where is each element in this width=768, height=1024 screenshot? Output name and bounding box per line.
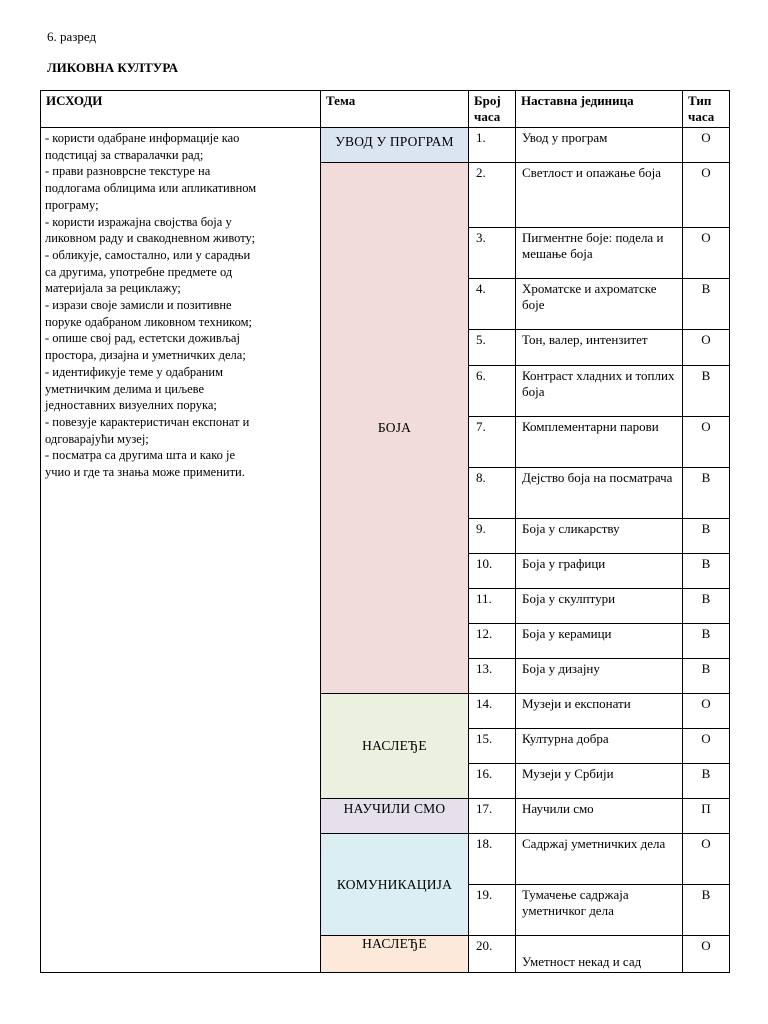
row-unit: Контраст хладних и топлих боја bbox=[516, 366, 683, 417]
outcome-line: - опише свој рад, естетски доживљај bbox=[45, 331, 240, 346]
theme-naucili: НАУЧИЛИ СМО bbox=[321, 799, 469, 834]
outcome-line: простора, дизајна и уметничких дела; bbox=[45, 348, 246, 363]
outcome-line: - повезује карактеристичан експонат и bbox=[45, 414, 250, 429]
row-type: О bbox=[683, 694, 730, 729]
theme-uvod: УВОД У ПРОГРАМ bbox=[321, 128, 469, 163]
row-unit: Боја у сликарству bbox=[516, 519, 683, 554]
outcome-line: учио и где та знања може применити. bbox=[45, 465, 245, 480]
row-type: В bbox=[683, 279, 730, 330]
row-unit: Дејство боја на посматрача bbox=[516, 468, 683, 519]
outcome-line: - изрази своје замисли и позитивне bbox=[45, 298, 232, 313]
row-number: 13. bbox=[469, 659, 516, 694]
row-unit: Боја у графици bbox=[516, 554, 683, 589]
row-type: П bbox=[683, 799, 730, 834]
outcome-line: одговарајући музеј; bbox=[45, 431, 149, 446]
outcome-line: ликовном раду и свакодневном животу; bbox=[45, 231, 256, 246]
outcome-line: поруке одабраном ликовном техником; bbox=[45, 314, 252, 329]
row-type: О bbox=[683, 729, 730, 764]
row-type: В bbox=[683, 468, 730, 519]
row-unit: Боја у скулптури bbox=[516, 589, 683, 624]
row-type: О bbox=[683, 330, 730, 366]
row-type: О bbox=[683, 128, 730, 163]
row-type: О bbox=[683, 936, 730, 973]
row-unit: Боја у дизајну bbox=[516, 659, 683, 694]
outcome-line: - посматра са другима шта и како је bbox=[45, 448, 236, 463]
row-number: 6. bbox=[469, 366, 516, 417]
row-unit: Боја у керамици bbox=[516, 624, 683, 659]
header-type bbox=[683, 91, 730, 128]
row-number: 9. bbox=[469, 519, 516, 554]
header-type-line1: Тип bbox=[688, 93, 712, 108]
theme-boja: БОЈА bbox=[321, 163, 469, 694]
row-number: 5. bbox=[469, 330, 516, 366]
header-theme: Тема bbox=[321, 91, 469, 128]
row-number: 7. bbox=[469, 417, 516, 468]
outcome-line: - обликује, самостално, или у сарадњи bbox=[45, 247, 251, 262]
row-unit: Музеји у Србији bbox=[516, 764, 683, 799]
row-number: 19. bbox=[469, 885, 516, 936]
row-number: 20. bbox=[469, 936, 516, 973]
row-type: О bbox=[683, 163, 730, 228]
row-number: 4. bbox=[469, 279, 516, 330]
row-unit: Културна добра bbox=[516, 729, 683, 764]
row-type: В bbox=[683, 366, 730, 417]
header-unit: Наставна јединица bbox=[516, 91, 683, 128]
row-type: В bbox=[683, 659, 730, 694]
row-type: В bbox=[683, 624, 730, 659]
row-number: 2. bbox=[469, 163, 516, 228]
row-type: В bbox=[683, 519, 730, 554]
row-unit-text: Уметност некад и сад bbox=[522, 954, 642, 969]
theme-nasledje: НАСЛЕЂЕ bbox=[321, 694, 469, 799]
row-unit: Тумачење садржаја уметничког дела bbox=[516, 885, 683, 936]
curriculum-table bbox=[40, 90, 730, 973]
outcome-line: материјала за рециклажу; bbox=[45, 281, 181, 296]
table-header-row bbox=[41, 91, 730, 128]
row-unit: Садржај уметничких дела bbox=[516, 834, 683, 885]
row-unit: Научили смо bbox=[516, 799, 683, 834]
row-number: 18. bbox=[469, 834, 516, 885]
row-unit: Комплементарни парови bbox=[516, 417, 683, 468]
theme-nasledje-2: НАСЛЕЂЕ bbox=[321, 936, 469, 973]
outcome-line: са другима, употребне предмете од bbox=[45, 264, 233, 279]
subject-title: ЛИКОВНА КУЛТУРА bbox=[47, 60, 178, 75]
row-unit: Пигментне боје: подела и мешање боја bbox=[516, 228, 683, 279]
outcome-line: - прави разноврсне текстуре на bbox=[45, 164, 211, 179]
row-unit: Увод у програм bbox=[516, 128, 683, 163]
outcome-line: - користи изражајна својства боја у bbox=[45, 214, 232, 229]
header-number-line1: Број bbox=[474, 93, 501, 108]
row-unit bbox=[516, 936, 683, 973]
table-row bbox=[41, 128, 730, 163]
row-number: 10. bbox=[469, 554, 516, 589]
header-number bbox=[469, 91, 516, 128]
row-type: В bbox=[683, 885, 730, 936]
outcome-line: подстицај за стваралачки рад; bbox=[45, 147, 204, 162]
row-number: 15. bbox=[469, 729, 516, 764]
outcome-line: - идентификује теме у одабраним bbox=[45, 364, 224, 379]
row-number: 17. bbox=[469, 799, 516, 834]
row-number: 14. bbox=[469, 694, 516, 729]
row-number: 11. bbox=[469, 589, 516, 624]
row-type: В bbox=[683, 589, 730, 624]
row-number: 3. bbox=[469, 228, 516, 279]
row-number: 16. bbox=[469, 764, 516, 799]
row-unit: Музеји и експонати bbox=[516, 694, 683, 729]
outcome-line: уметничким делима и циљеве bbox=[45, 381, 205, 396]
grade-label: 6. разред bbox=[47, 29, 97, 44]
outcomes-cell bbox=[41, 128, 321, 973]
outcome-line: - користи одабране информације као bbox=[45, 131, 240, 145]
row-number: 1. bbox=[469, 128, 516, 163]
row-unit: Светлост и опажање боја bbox=[516, 163, 683, 228]
row-type: О bbox=[683, 417, 730, 468]
row-number: 12. bbox=[469, 624, 516, 659]
row-type: О bbox=[683, 834, 730, 885]
row-number: 8. bbox=[469, 468, 516, 519]
row-unit: Хроматске и ахроматске боје bbox=[516, 279, 683, 330]
header-outcomes: ИСХОДИ bbox=[41, 91, 321, 128]
theme-komunikacija: КОМУНИКАЦИЈА bbox=[321, 834, 469, 936]
outcome-line: једноставних визуелних порука; bbox=[45, 398, 217, 413]
header-type-line2: часа bbox=[688, 109, 715, 124]
header-number-line2: часа bbox=[474, 109, 501, 124]
row-type: В bbox=[683, 554, 730, 589]
outcome-line: програму; bbox=[45, 197, 99, 212]
row-type: В bbox=[683, 764, 730, 799]
row-unit: Тон, валер, интензитет bbox=[516, 330, 683, 366]
outcome-line: подлогама облицима или апликативном bbox=[45, 181, 257, 196]
row-type: О bbox=[683, 228, 730, 279]
